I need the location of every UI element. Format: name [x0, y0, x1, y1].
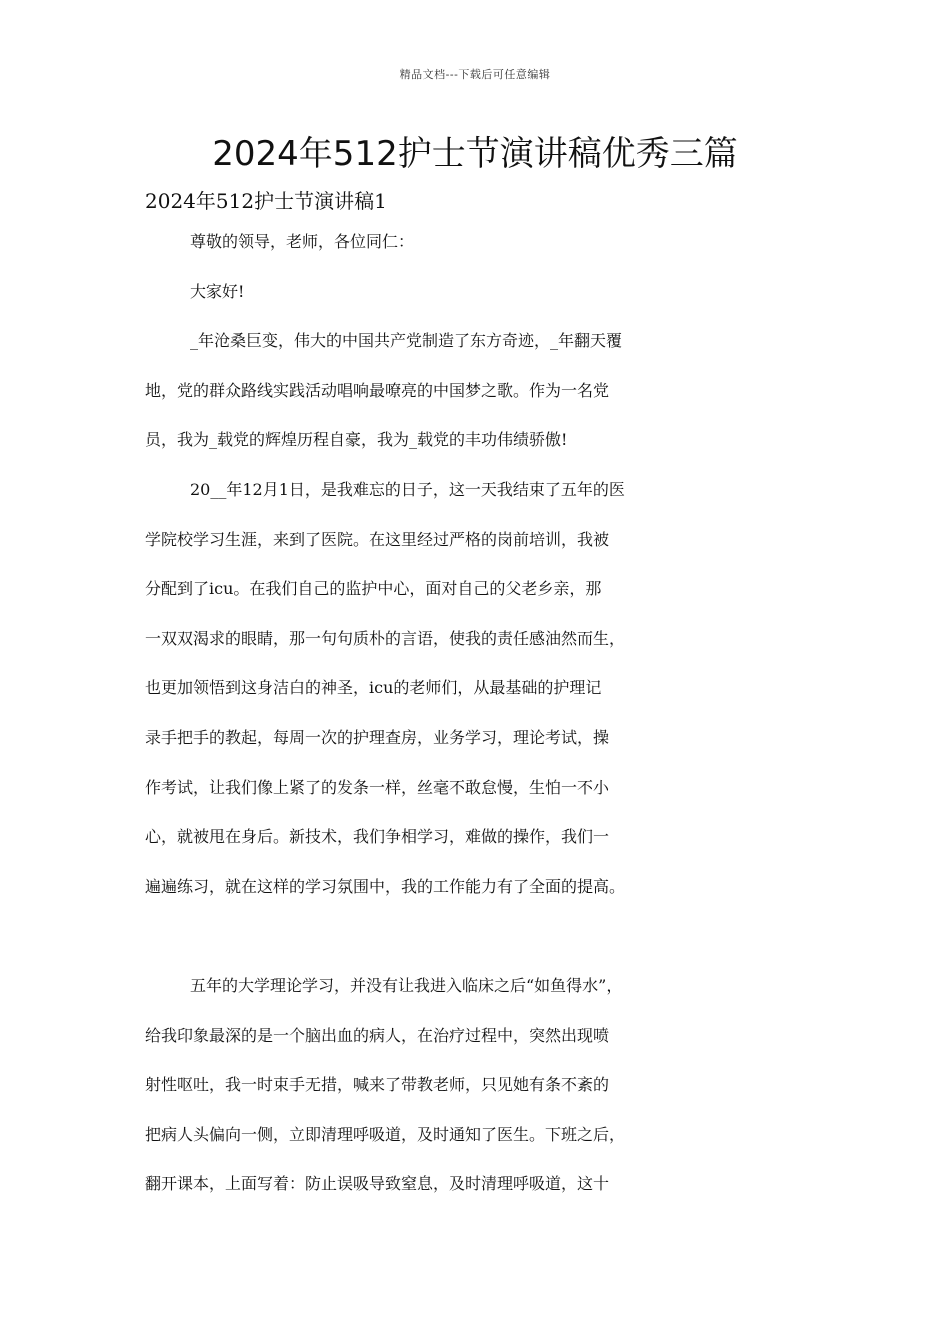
text-line: 一双双渴求的眼睛，那一句句质朴的言语，使我的责任感油然而生， — [145, 628, 626, 648]
text-line: 学院校学习生涯，来到了医院。在这里经过严格的岗前培训，我被 — [145, 529, 610, 549]
text-line: 把病人头偏向一侧，立即清理呼吸道，及时通知了医生。下班之后， — [145, 1124, 626, 1144]
paragraph-icu-experience — [145, 477, 825, 923]
text-line: 尊敬的领导，老师，各位同仁： — [190, 232, 415, 251]
header-note: 精品文档---下载后可任意编辑 — [399, 68, 551, 81]
text-line: 翻开课本，上面写着：防止误吸导致窒息，及时清理呼吸道，这十 — [145, 1174, 610, 1194]
text-line: 五年的大学理论学习，并没有让我进入临床之后“如鱼得水”， — [190, 975, 623, 995]
text-line: 作考试，让我们像上紧了的发条一样，丝毫不敢怠慢，生怕一不小 — [145, 777, 610, 797]
paragraph-clinical-lesson — [145, 973, 825, 1221]
text-line: 分配到了icu。在我们自己的监护中心，面对自己的父老乡亲，那 — [145, 579, 602, 599]
blank-line — [145, 923, 825, 973]
paragraph-salutation — [145, 229, 825, 279]
text-line: 大家好! — [190, 281, 245, 301]
section-title: 2024年512护士节演讲稿1 — [145, 189, 387, 213]
paragraph-greeting — [145, 279, 825, 329]
text-line: _年沧桑巨变，伟大的中国共产党制造了东方奇迹，_年翻天覆 — [190, 331, 623, 351]
document-title: 2024年512护士节演讲稿优秀三篇 — [212, 134, 738, 174]
text-line: 地，党的群众路线实践活动唱响最嘹亮的中国梦之歌。作为一名党 — [145, 380, 610, 400]
text-line: 也更加领悟到这身洁白的神圣，icu的老师们，从最基础的护理记 — [145, 678, 602, 698]
paragraph-party-history — [145, 328, 825, 477]
document-body — [145, 229, 825, 1221]
text-line: 遍遍练习，就在这样的学习氛围中，我的工作能力有了全面的提高。 — [145, 876, 626, 896]
text-line: 20__年12月1日，是我难忘的日子，这一天我结束了五年的医 — [190, 479, 625, 499]
text-line: 录手把手的教起，每周一次的护理查房，业务学习，理论考试，操 — [145, 727, 610, 747]
text-line: 给我印象最深的是一个脑出血的病人，在治疗过程中，突然出现喷 — [145, 1025, 610, 1045]
text-line: 心，就被甩在身后。新技术，我们争相学习，难做的操作，我们一 — [145, 827, 610, 847]
text-line: 射性呕吐，我一时束手无措，喊来了带教老师，只见她有条不紊的 — [145, 1075, 610, 1095]
text-line: 员，我为_载党的辉煌历程自豪，我为_载党的丰功伟绩骄傲! — [145, 430, 568, 450]
